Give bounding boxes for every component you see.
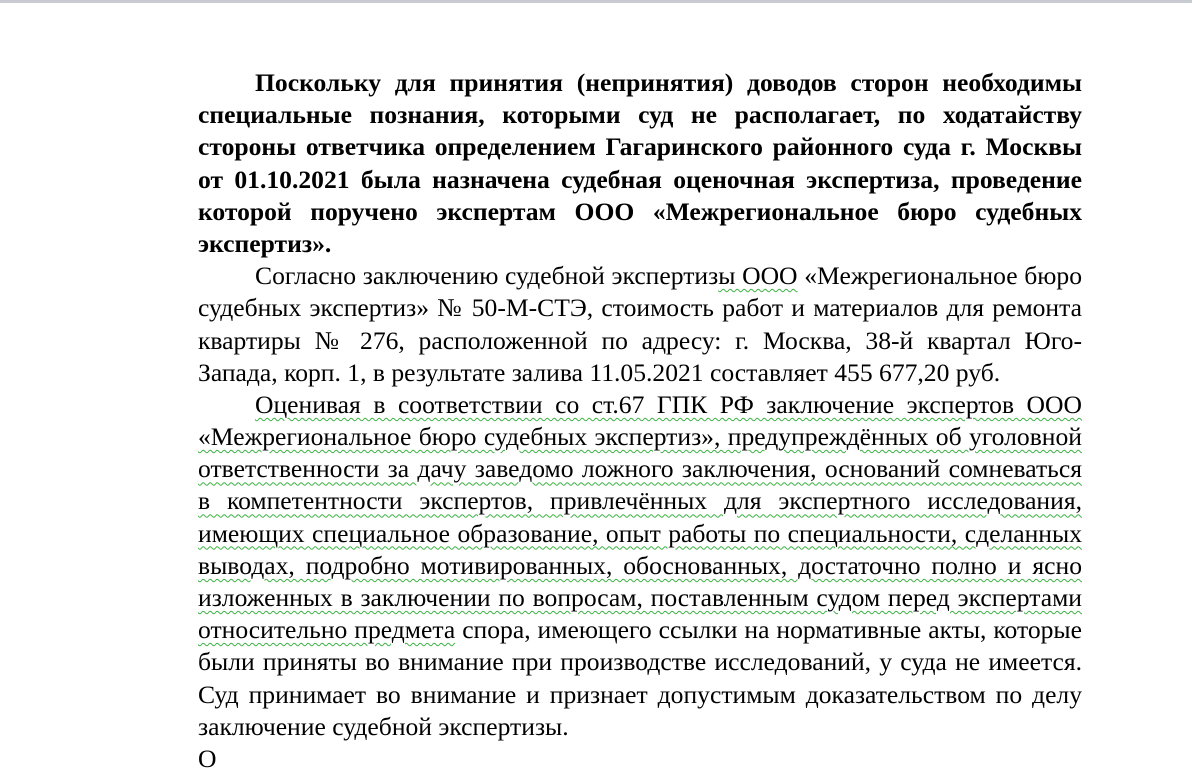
grammar-squiggle-segment[interactable]: имеющих специальное образование, опыт работы по специальности, сделанных [198, 518, 1082, 548]
text-line: экспертиз». [198, 228, 332, 258]
text-line: которой поручено экспертам ООО «Межрегиональное бюро судебных [198, 196, 1082, 226]
text-segment: Согласно заключению судебной экспертиз [255, 261, 719, 291]
grammar-squiggle-segment[interactable]: Оценивая в соответствии со ст.67 ГПК РФ заключение экспертов ООО [255, 389, 1082, 419]
text-line: квартиры № 276, расположенной по адресу: г. Москва, 38-й квартал Юго- [198, 325, 1082, 355]
paragraph-evidence-assessment [141, 389, 1082, 743]
grammar-squiggle-segment[interactable]: ы ООО [718, 261, 798, 291]
grammar-squiggle-segment[interactable]: «Межрегиональное бюро судебных экспертиз», предупреждённых об уголовной [198, 422, 1082, 452]
document-body[interactable] [141, 67, 1082, 773]
text-line: заключение судебной экспертизы. [198, 711, 569, 741]
text-line [141, 260, 1082, 292]
text-line [141, 485, 1082, 517]
text-line [141, 389, 1082, 421]
text-line [141, 582, 1082, 614]
text-line: специальные познания, которыми суд не располагает, по ходатайству [198, 100, 1082, 130]
text-line [141, 518, 1082, 550]
text-line [141, 550, 1082, 582]
grammar-squiggle-segment[interactable]: выводах, подробно мотивированных, обоснованных, достаточно полно и ясно [198, 550, 1082, 580]
paragraph-expertise-appointment [141, 67, 1082, 260]
text-line: Поскольку для принятия (непринятия) доводов сторон необходимы [255, 68, 1082, 97]
paragraph-expert-conclusion [141, 260, 1082, 389]
text-line: Запада, корп. 1, в результате залива 11.05.2021 составляет 455 677,20 руб. [198, 357, 1001, 387]
grammar-squiggle-segment[interactable]: изложенных в заключении по вопросам, поставленным судом перед экспертами [198, 583, 1082, 612]
text-line [141, 614, 1082, 646]
text-line [141, 421, 1082, 453]
text-line: от 01.10.2021 была назначена судебная оценочная экспертиза, проведение [198, 164, 1082, 194]
text-line: были приняты во внимание при производстве исследований, у суда не имеется. [198, 647, 1082, 677]
text-line [141, 453, 1082, 485]
grammar-squiggle-segment[interactable]: ответственности за дачу заведомо ложного заключения, оснований сомневаться [198, 454, 1082, 484]
text-line: Суд принимает во внимание и признает допустимым доказательством по делу [198, 679, 1082, 709]
text-line: судебных экспертиз» № 50-М-СТЭ, стоимость работ и материалов для ремонта [198, 293, 1082, 323]
text-line: стороны ответчика определением Гагаринского районного суда г. Москвы [198, 132, 1082, 162]
text-segment: «Межрегиональное бюро [797, 261, 1082, 291]
grammar-squiggle-segment[interactable]: в компетентности экспертов, привлечённых для экспертного исследования, [198, 486, 1082, 516]
partial-next-line: О [198, 743, 217, 773]
text-segment: спора, имеющего ссылки на нормативные акты, которые [455, 615, 1082, 645]
document-page[interactable] [0, 3, 1192, 773]
grammar-squiggle-segment[interactable]: относительно предмета [198, 615, 456, 645]
